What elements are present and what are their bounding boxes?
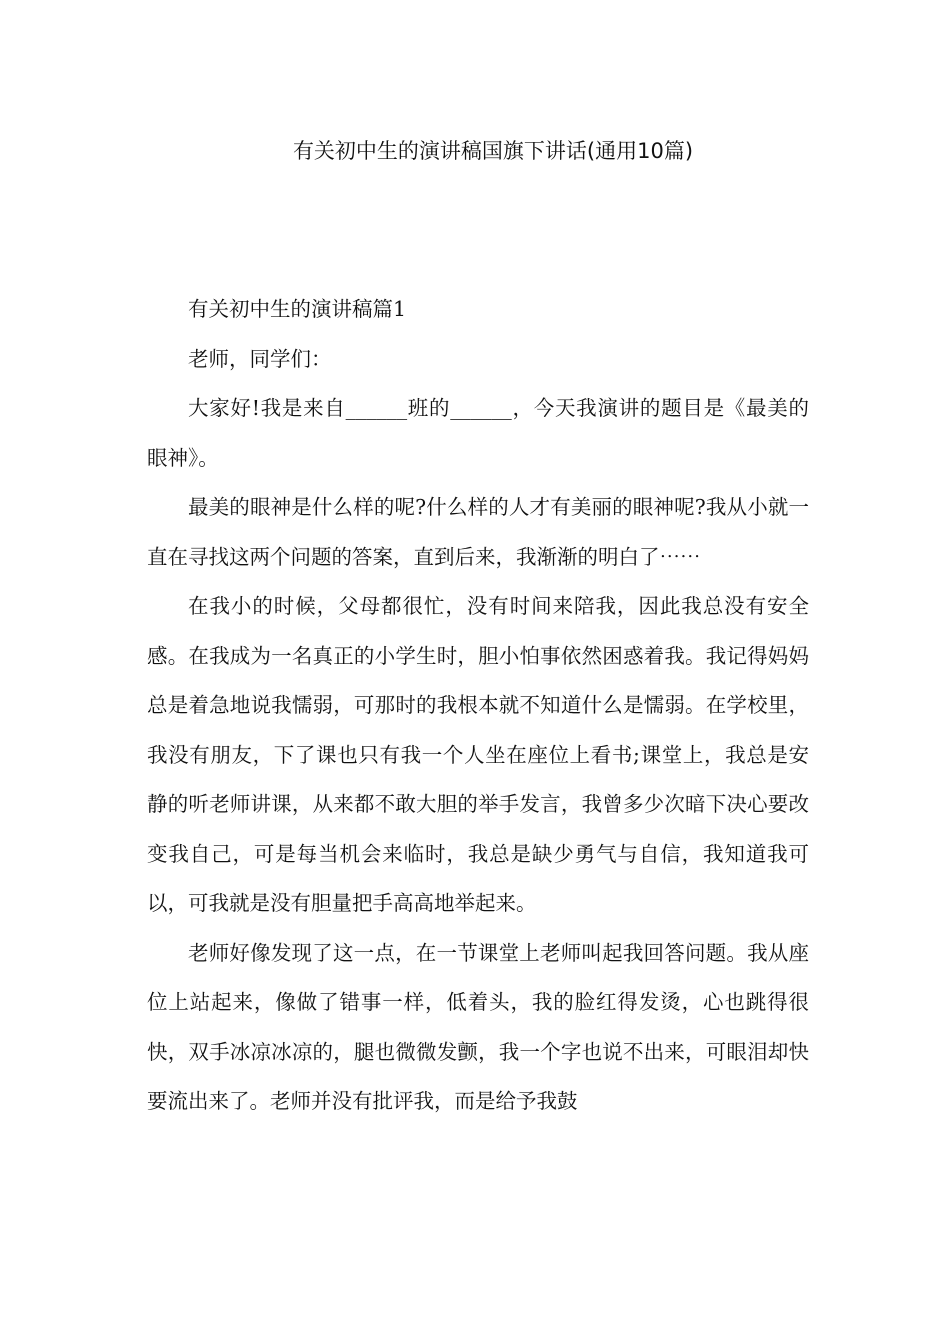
document-body: [147, 285, 809, 1127]
body-paragraph: 最美的眼神是什么样的呢?什么样的人才有美丽的眼神呢?我从小就一直在寻找这两个问题的答案，直到后来，我渐渐的明白了⋯⋯: [147, 495, 809, 569]
salutation-paragraph: 老师，同学们：: [188, 346, 332, 371]
section-heading: 有关初中生的演讲稿篇1: [188, 297, 407, 321]
document-title: 有关初中生的演讲稿国旗下讲话(通用10篇): [292, 139, 694, 163]
body-paragraph: 在我小的时候，父母都很忙，没有时间来陪我，因此我总没有安全感。在我成为一名真正的小学生时，胆小怕事依然困惑着我。我记得妈妈总是着急地说我懦弱，可那时的我根本就不知道什么是懦弱。在学校里，我没有朋友，下了课也只有我一个人坐在座位上看书;课堂上，我总是安静的听老师讲课，从来都不敢大胆的举手发言，我曾多少次暗下决心要改变我自己，可是每当机会来临时，我总是缺少勇气与自信，我知道我可以，可我就是没有胆量把手高高地举起来。: [147, 594, 809, 915]
body-paragraph: 老师好像发现了这一点，在一节课堂上老师叫起我回答问题。我从座位上站起来，像做了错事一样，低着头，我的脸红得发烫，心也跳得很快，双手冰凉冰凉的，腿也微微发颤，我一个字也说不出来，可眼泪却快要流出来了。老师并没有批评我，而是给予我鼓: [147, 940, 809, 1113]
body-paragraph: 大家好!我是来自______班的______，今天我演讲的题目是《最美的眼神》。: [147, 396, 809, 470]
